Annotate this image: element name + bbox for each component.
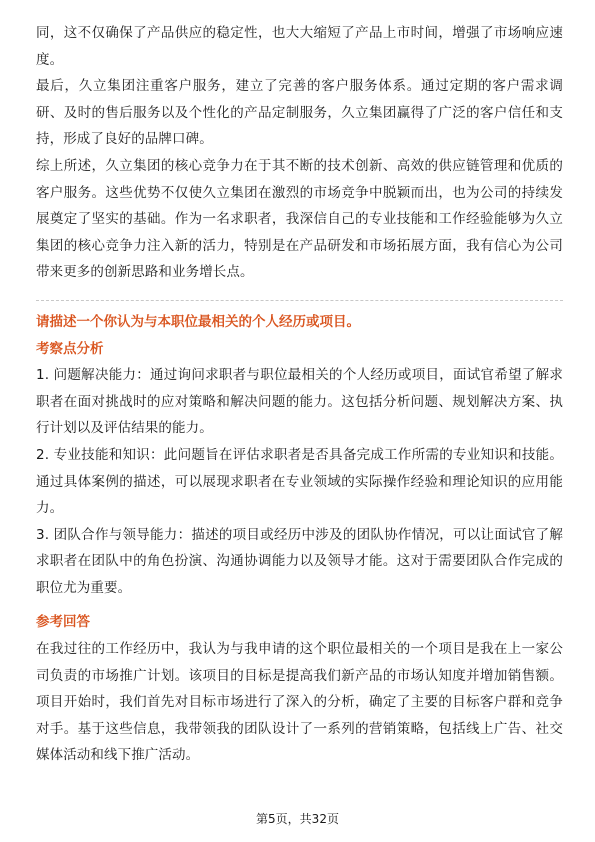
document-page	[36, 20, 563, 769]
section-divider	[36, 300, 563, 301]
analysis-heading: 考察点分析	[36, 340, 104, 357]
intro-paragraph: 综上所述，久立集团的核心竞争力在于其不断的技术创新、高效的供应链管理和优质的客户服务。这些优势不仅使久立集团在激烈的市场竞争中脱颖而出，也为公司的持续发展奠定了坚实的基础。作为一名求职者，我深信自己的专业技能和工作经验能够为久立集团的核心竞争力注入新的活力，特别是在产品研发和市场拓展方面，我有信心为公司带来更多的创新思路和业务增长点。	[36, 157, 563, 281]
answer-heading: 参考回答	[36, 614, 90, 631]
analysis-point: 3. 团队合作与领导能力：描述的项目或经历中涉及的团队协作情况，可以让面试官了解求职者在团队中的角色扮演、沟通协调能力以及领导才能。这对于需要团队合作完成的职位尤为重要。	[36, 526, 563, 596]
analysis-point: 2. 专业技能和知识：此问题旨在评估求职者是否具备完成工作所需的专业知识和技能。通过具体案例的描述，可以展现求职者在专业领域的实际操作经验和理论知识的应用能力。	[36, 446, 563, 517]
question-heading: 请描述一个你认为与本职位最相关的个人经历或项目。	[36, 313, 360, 330]
intro-paragraph: 最后，久立集团注重客户服务，建立了完善的客户服务体系。通过定期的客户需求调研、及时的售后服务以及个性化的产品定制服务，久立集团赢得了广泛的客户信任和支持，形成了良好的品牌口碑。	[36, 78, 563, 148]
analysis-point: 1. 问题解决能力：通过询问求职者与职位最相关的个人经历或项目，面试官希望了解求职者在面对挑战时的应对策略和解决问题的能力。这包括分析问题、规划解决方案、执行计划以及评估结果的能力。	[36, 367, 563, 437]
answer-paragraph: 在我过往的工作经历中，我认为与我申请的这个职位最相关的一个项目是我在上一家公司负责的市场推广计划。该项目的目标是提高我们新产品的市场认知度并增加销售额。项目开始时，我们首先对目标市场进行了深入的分析，确定了主要的目标客户群和竞争对手。基于这些信息，我带领我的团队设计了一系列的营销策略，包括线上广告、社交媒体活动和线下推广活动。	[36, 641, 563, 764]
page-footer: 第5页，共32页	[256, 812, 339, 826]
intro-paragraph: 同，这不仅确保了产品供应的稳定性，也大大缩短了产品上市时间，增强了市场响应速度。	[36, 25, 563, 68]
